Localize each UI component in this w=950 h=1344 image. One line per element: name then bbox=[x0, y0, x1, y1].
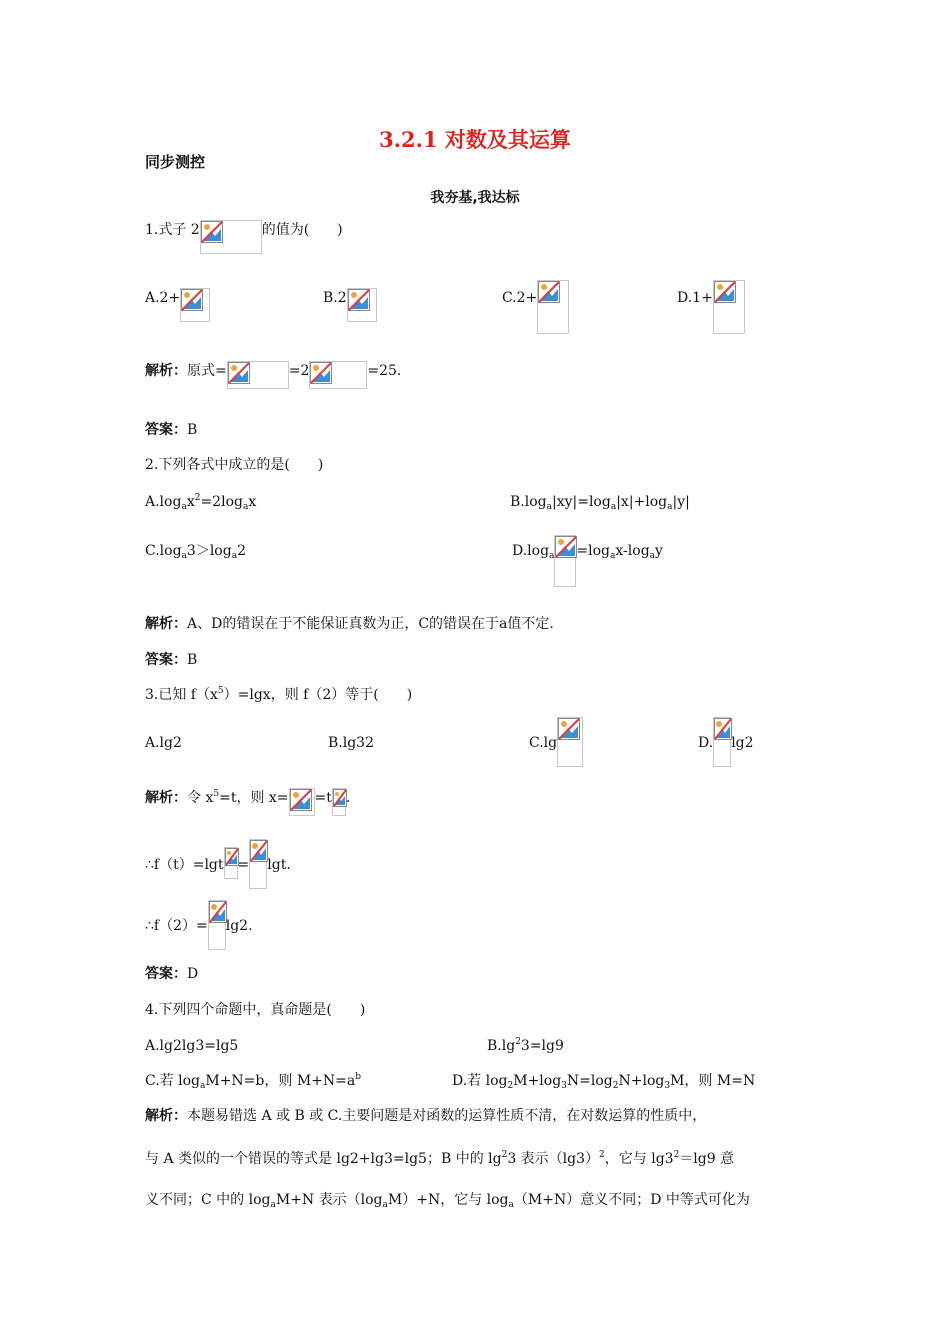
broken-image-icon bbox=[554, 535, 576, 587]
q4-option-d: D.若 $\log_2M+\log_3N=\log_2N+\log_3M$，则 M=N bbox=[452, 1073, 756, 1091]
q3-analysis-line2: ∴f（t）=lgt = lgt. bbox=[145, 855, 291, 889]
q3-analysis-line3: ∴f（2）= lg2. bbox=[145, 916, 253, 950]
q2-stem: 2.下列各式中成立的是( ) bbox=[145, 457, 324, 473]
q1-option-d: D.1+ bbox=[677, 288, 745, 334]
broken-image-icon bbox=[208, 900, 226, 950]
q1-analysis: 解析：原式= =2 =25. bbox=[145, 361, 401, 389]
page-title: 3.2.1 对数及其运算 bbox=[379, 127, 571, 152]
broken-image-icon bbox=[713, 280, 745, 334]
q3-answer: 答案：D bbox=[145, 966, 199, 982]
q3-option-a: A.lg2 bbox=[145, 735, 182, 751]
q2-option-b: $B.\log_a|xy|=\log_a|x|+\log_a|y|$ bbox=[510, 494, 690, 512]
q2-option-a: $A.\log_ax^2=2\log_ax$ bbox=[145, 493, 257, 512]
q1-option-c: C.2+ bbox=[502, 288, 569, 334]
q2-option-c: $C.\log_a3>\log_a2$ bbox=[145, 543, 246, 561]
q4-stem: 4.下列四个命题中，真命题是( ) bbox=[145, 1002, 366, 1018]
q3-stem: 3.已知 $f(x^5)=\lg x$，则 f（2）等于( ) bbox=[145, 686, 413, 703]
broken-image-icon bbox=[332, 788, 346, 816]
subsection-heading: 我夯基,我达标 bbox=[430, 190, 520, 206]
q2-answer: 答案：B bbox=[145, 652, 198, 668]
broken-image-icon bbox=[557, 717, 583, 767]
broken-image-icon bbox=[713, 717, 731, 767]
broken-image-icon bbox=[309, 361, 367, 389]
broken-image-icon bbox=[537, 280, 569, 334]
q4-option-b: $B.\lg^23=\lg 9$ bbox=[487, 1037, 564, 1054]
broken-image-icon bbox=[200, 220, 262, 254]
broken-image-icon bbox=[347, 288, 377, 322]
broken-image-icon bbox=[289, 788, 315, 816]
broken-image-icon bbox=[180, 288, 210, 322]
q2-analysis: 解析：A、D的错误在于不能保证真数为正，C的错误在于a值不定. bbox=[145, 616, 554, 632]
q3-option-b: B.lg32 bbox=[328, 735, 374, 751]
q4-analysis-line1: 解析：本题易错选 A 或 B 或 C.主要问题是对函数的运算性质不清，在对数运算的性质中， bbox=[145, 1108, 707, 1124]
q3-option-d: D. lg2 bbox=[698, 733, 754, 767]
q4-analysis-line2: 与 A 类似的一个错误的等式是 lg2+lg3=lg5；B 中的 $\lg^23$ 表示$(\lg 3)^2$，它与 $\lg 3^2=\lg 9$ 意 bbox=[145, 1150, 735, 1167]
q3-option-c: C.lg bbox=[529, 733, 583, 767]
broken-image-icon bbox=[249, 839, 267, 889]
q4-option-a: A.lg2lg3=lg5 bbox=[145, 1038, 239, 1054]
q2-option-d: $D.\log_a$ $=\log_ax-\log_ay$ bbox=[512, 541, 663, 587]
q4-analysis-line3: 义不同；C 中的 $\log_aM+N$ 表示$(\log_aM)+N$，它与 $\log_a(M+N)$意义不同；D 中等式可化为 bbox=[145, 1192, 750, 1210]
q3-analysis: 解析：令 $x^5=t$，则 x= =t . bbox=[145, 788, 350, 816]
q4-option-c: C.若 $\log_aM+N=b$，则 $M+N=a^b$ bbox=[145, 1072, 361, 1091]
q1-answer: 答案：B bbox=[145, 422, 198, 438]
section-heading: 同步测控 bbox=[145, 153, 206, 171]
q1-option-a: A.2+ bbox=[145, 288, 210, 322]
broken-image-icon bbox=[227, 361, 289, 389]
q1-option-b: B.2 bbox=[323, 288, 377, 322]
broken-image-icon bbox=[224, 847, 238, 879]
q1-stem: 1.式子 2 的值为( ) bbox=[145, 220, 343, 254]
